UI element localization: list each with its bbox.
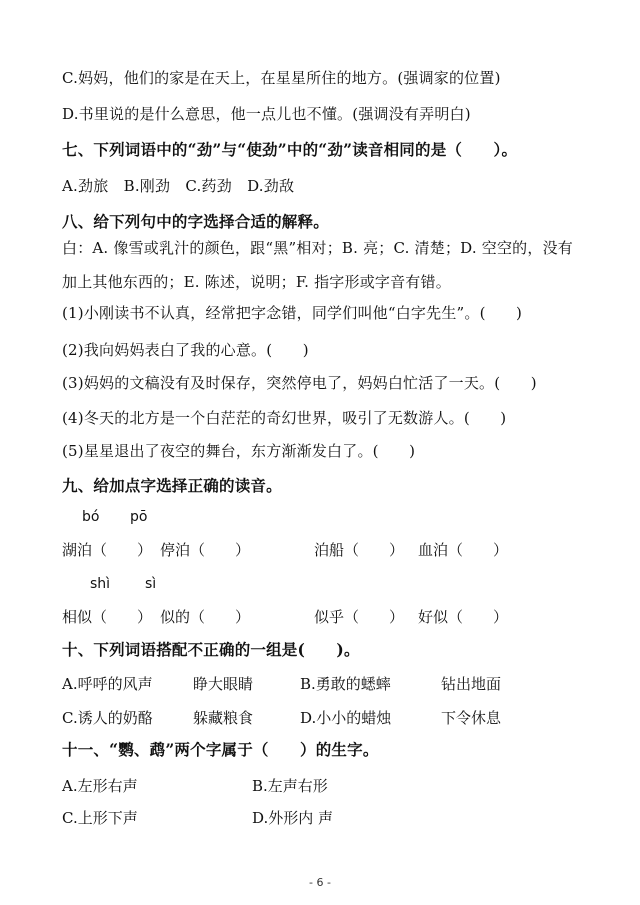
q9-word-7: 似乎（ ） xyxy=(314,608,405,626)
q9-word-1: 湖泊（ ） xyxy=(62,541,153,559)
q7-title: 七、下列词语中的“劲”与“使劲”中的“劲”读音相同的是（ ）。 xyxy=(62,140,518,159)
q9-pinyin-si: sì xyxy=(145,576,157,592)
q9-word-5: 相似（ ） xyxy=(62,608,153,626)
q10-option-b: B.勇敢的蟋蟀 xyxy=(300,675,391,693)
q9-pinyin-po: pō xyxy=(130,509,148,525)
q9-title: 九、给加点字选择正确的读音。 xyxy=(62,476,282,495)
q8-item-1: (1)小刚读书不认真，经常把字念错，同学们叫他“白字先生”。( ) xyxy=(62,304,523,322)
q9-pinyin-shi: shì xyxy=(90,576,111,592)
q6-option-c: C.妈妈，他们的家是在天上，在星星所住的地方。(强调家的位置) xyxy=(62,69,501,87)
q11-title: 十一、“鹦、鹉”两个字属于（ ）的生字。 xyxy=(62,740,379,759)
q10-title: 十、下列词语搭配不正确的一组是( )。 xyxy=(62,640,360,659)
q8-item-4: (4)冬天的北方是一个白茫茫的奇幻世界，吸引了无数游人。( ) xyxy=(62,409,507,427)
q10-option-a-pair: 睁大眼睛 xyxy=(193,675,254,693)
q8-item-5: (5)星星退出了夜空的舞台，东方渐渐发白了。( ) xyxy=(62,442,416,460)
q10-option-b-pair: 钻出地面 xyxy=(441,675,502,693)
q8-definition-line2: 加上其他东西的；E. 陈述，说明；F. 指字形或字音有错。 xyxy=(62,273,451,291)
q6-option-d: D.书里说的是什么意思，他一点儿也不懂。(强调没有弄明白) xyxy=(62,105,471,123)
q11-option-c: C.上形下声 xyxy=(62,809,138,827)
q8-title: 八、给下列句中的字选择合适的解释。 xyxy=(62,212,329,231)
q9-pinyin-bo: bó xyxy=(82,509,100,525)
q10-option-d-pair: 下令休息 xyxy=(441,709,502,727)
q9-word-2: 停泊（ ） xyxy=(160,541,251,559)
q11-option-d: D.外形内 声 xyxy=(252,809,334,827)
q10-option-c-pair: 躲藏粮食 xyxy=(193,709,254,727)
page-number: - 6 - xyxy=(309,876,331,889)
q9-word-8: 好似（ ） xyxy=(418,608,509,626)
q8-item-3: (3)妈妈的文稿没有及时保存，突然停电了，妈妈白忙活了一天。( ) xyxy=(62,374,537,392)
q10-option-a: A.呼呼的风声 xyxy=(62,675,153,693)
q9-word-6: 似的（ ） xyxy=(160,608,251,626)
q8-definition-line1: 白：A. 像雪或乳汁的颜色，跟“黑”相对；B. 亮；C. 清楚；D. 空空的，没有 xyxy=(62,239,573,257)
q10-option-c: C.诱人的奶酪 xyxy=(62,709,153,727)
q8-item-2: (2)我向妈妈表白了我的心意。( ) xyxy=(62,341,309,359)
q9-word-4: 血泊（ ） xyxy=(418,541,509,559)
q10-option-d: D.小小的蜡烛 xyxy=(300,709,392,727)
q9-word-3: 泊船（ ） xyxy=(314,541,405,559)
q11-option-a: A.左形右声 xyxy=(62,777,138,795)
q11-option-b: B.左声右形 xyxy=(252,777,328,795)
q7-options: A.劲旅 B.刚劲 C.药劲 D.劲敌 xyxy=(62,177,295,195)
